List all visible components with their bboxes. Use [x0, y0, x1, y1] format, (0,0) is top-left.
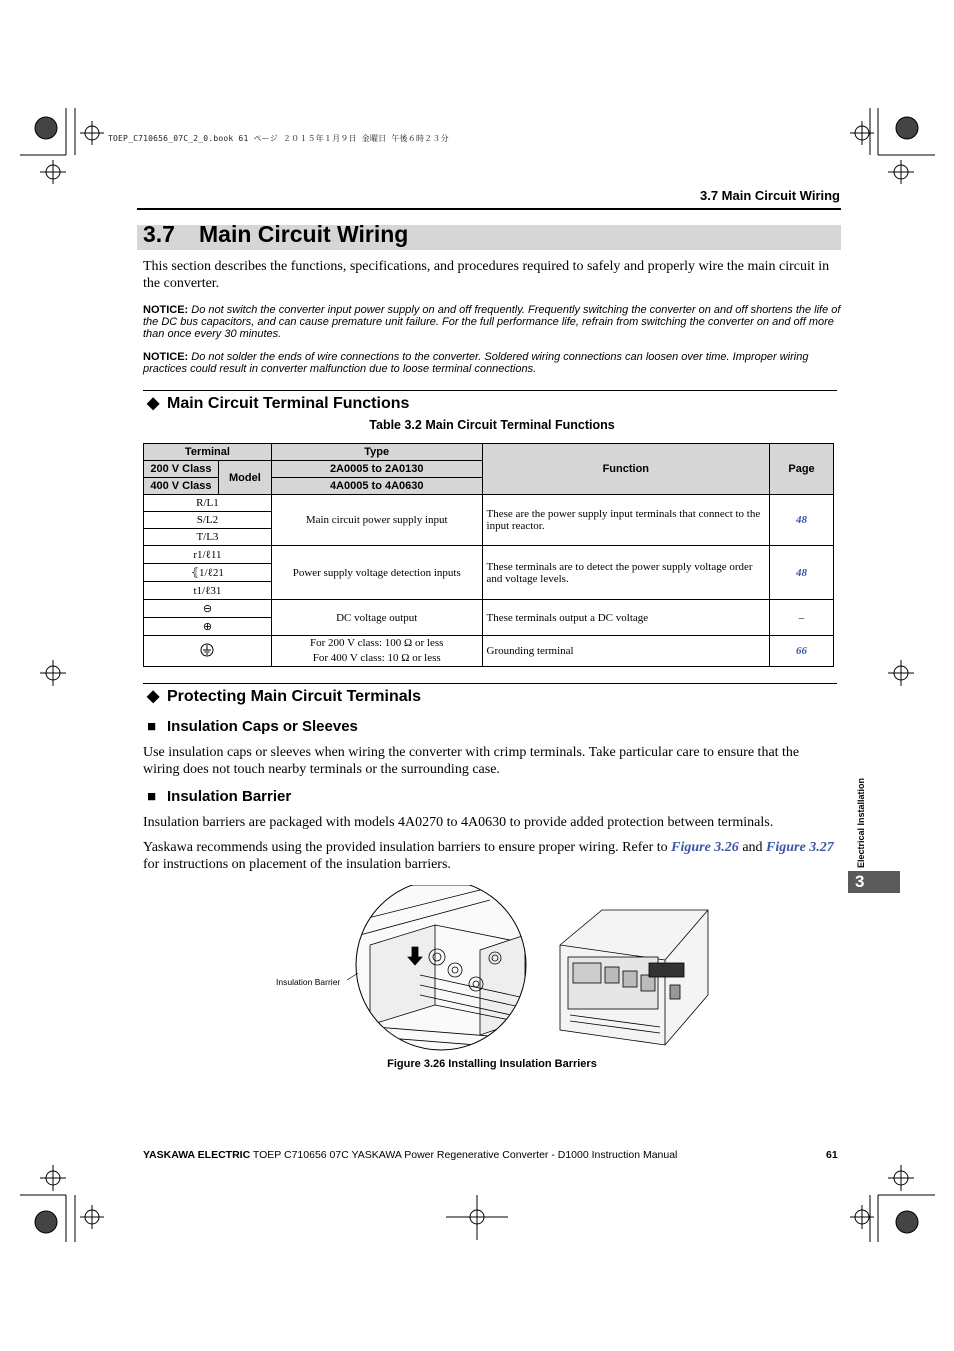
table-row — [144, 600, 834, 618]
notice-2 — [143, 352, 841, 376]
square-bullet-icon: ■ — [147, 718, 157, 735]
function-cell: These terminals output a DC voltage — [482, 600, 770, 636]
insulation-barrier-paragraph-2: Yaskawa recommends using the provided insulation barriers to ensure proper wiring. Refer to Figure 3.26 and Figure 3.27 for instructions on placement of the insulation barriers. — [143, 840, 834, 872]
header-model: Model — [218, 461, 271, 495]
square-bullet-icon: ■ — [147, 788, 157, 805]
notice-text: Do not solder the ends of wire connections to the converter. Soldered wiring connections can loosen over time. Improper wiring practices could result in converter malfunction due to loose terminal connections. — [143, 351, 809, 375]
section-heading-terminal-functions: ◆ Main Circuit Terminal Functions — [147, 395, 410, 412]
notice-label: NOTICE: — [143, 351, 189, 363]
figure-3-27-link[interactable]: Figure 3.27 — [766, 840, 834, 855]
title-number: 3.7 — [143, 221, 175, 247]
terminal-cell: t1/ℓ31 — [144, 582, 272, 600]
section-rule — [143, 390, 837, 391]
header-function: Function — [482, 444, 770, 495]
terminal-functions-table — [143, 443, 834, 667]
page-link[interactable]: 48 — [770, 495, 834, 546]
page-cell: – — [770, 600, 834, 636]
terminal-plus-icon: ⊕ — [144, 618, 272, 636]
chapter-label: Electrical Installation — [856, 777, 866, 868]
type-cell: DC voltage output — [271, 600, 482, 636]
page-link[interactable]: 48 — [770, 546, 834, 600]
page-number: 61 — [826, 1149, 838, 1161]
type-cell: Main circuit power supply input — [271, 495, 482, 546]
table-row — [144, 636, 834, 667]
diamond-icon: ◆ — [147, 688, 160, 705]
insulation-caps-paragraph: Use insulation caps or sleeves when wiring the converter with crimp terminals. Take particular care to ensure that the wiring does not touch nearby terminals or the surrounding case. — [143, 745, 800, 777]
terminal-cell: S/L2 — [144, 512, 272, 529]
terminal-cell: ⦃1/ℓ21 — [144, 564, 272, 582]
header-rule — [137, 208, 841, 210]
type-cell: For 200 V class: 100 Ω or less For 400 V class: 10 Ω or less — [271, 636, 482, 667]
function-cell: These terminals are to detect the power supply voltage order and voltage levels. — [482, 546, 770, 600]
title-text: Main Circuit Wiring — [199, 221, 409, 247]
figure-caption: Figure 3.26 Installing Insulation Barriers — [387, 1058, 597, 1070]
notice-label: NOTICE: — [143, 304, 189, 316]
header-section-ref: 3.7 Main Circuit Wiring — [699, 188, 840, 203]
header-400v: 400 V Class — [144, 478, 219, 495]
ground-symbol — [200, 643, 214, 657]
figure-callout-label: Insulation Barrier — [276, 977, 341, 987]
footer-brand: YASKAWA ELECTRIC — [143, 1149, 251, 1161]
intro-paragraph: This section describes the functions, specifications, and procedures required to safely and properly wire the main circuit in the converter. — [143, 259, 830, 291]
function-cell: Grounding terminal — [482, 636, 770, 667]
header-terminal: Terminal — [144, 444, 272, 461]
terminal-cell: r1/ℓ11 — [144, 546, 272, 564]
subheading-insulation-caps: ■ Insulation Caps or Sleeves — [147, 718, 358, 735]
insulation-barrier-illustration — [340, 885, 720, 1055]
section-rule — [143, 683, 837, 684]
header-200v: 200 V Class — [144, 461, 219, 478]
terminal-cell: T/L3 — [144, 529, 272, 546]
model-200v: 2A0005 to 2A0130 — [271, 461, 482, 478]
header-type: Type — [271, 444, 482, 461]
header-page: Page — [770, 444, 834, 495]
diamond-icon: ◆ — [147, 395, 160, 412]
notice-1 — [143, 305, 841, 340]
footer-text: TOEP C710656 07C YASKAWA Power Regenerative Converter - D1000 Instruction Manual — [250, 1149, 678, 1161]
subheading-insulation-barrier: ■ Insulation Barrier — [147, 788, 292, 805]
table-row — [144, 546, 834, 564]
table-caption: Table 3.2 Main Circuit Terminal Functions — [369, 418, 615, 432]
page-title — [143, 221, 408, 248]
terminal-cell: R/L1 — [144, 495, 272, 512]
figure-3-26-link[interactable]: Figure 3.26 — [671, 840, 739, 855]
notice-text: Do not switch the converter input power supply on and off frequently. Frequently switching the converter on and off shortens the life of the DC bus capacitors, and can cause premature unit failure. For the full performance life, refrain from switching the converter on and off more than once every 30 minutes. — [143, 304, 841, 340]
table-row — [144, 495, 834, 512]
insulation-barrier-paragraph-1: Insulation barriers are packaged with models 4A0270 to 4A0630 to provide added protection between terminals. — [143, 815, 774, 830]
model-400v: 4A0005 to 4A0630 — [271, 478, 482, 495]
function-cell: These are the power supply input terminals that connect to the input reactor. — [482, 495, 770, 546]
type-cell: Power supply voltage detection inputs — [271, 546, 482, 600]
chapter-tab: 3 — [848, 871, 900, 893]
ground-icon — [144, 636, 272, 667]
page-link[interactable]: 66 — [770, 636, 834, 667]
footer — [143, 1149, 677, 1161]
print-info: TOEP_C710656_07C_2_0.book 61 ページ ２０１５年１月９日 金曜日 午後６時２３分 — [108, 134, 449, 143]
terminal-minus-icon: ⊖ — [144, 600, 272, 618]
section-heading-protecting-terminals: ◆ Protecting Main Circuit Terminals — [147, 688, 421, 705]
